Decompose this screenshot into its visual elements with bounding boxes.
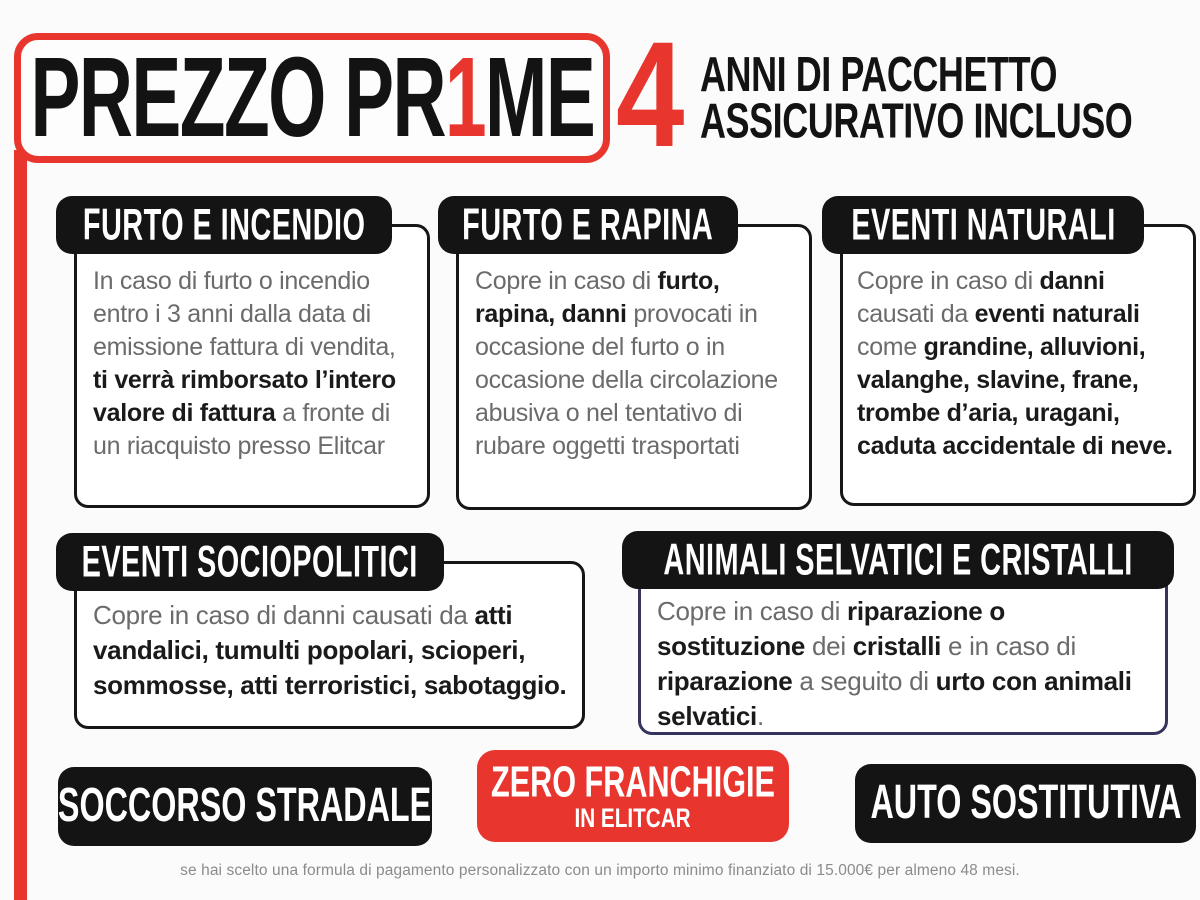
card-title-badge: [822, 196, 1144, 254]
card-title: ANIMALI SELVATICI E CRISTALLI: [663, 534, 1133, 585]
header-subtitle: [700, 48, 1133, 149]
card-text: Copre in caso di danni causati da eventi naturali come grandine, alluvioni, valanghe, slavine, frane, trombe d’aria, uragani, caduta accidentale di neve.: [857, 267, 1173, 460]
card-body: [840, 224, 1196, 506]
card-body: [456, 224, 812, 510]
card-text: In caso di furto o incendio entro i 3 anni dalla data di emissione fattura di vendita, ti verrà rimborsato l’intero valore di fattura a fronte di un riacquisto presso Elitcar: [93, 267, 396, 460]
card-title-badge: [56, 533, 444, 591]
page-title: PREZZO PR1ME: [30, 34, 594, 161]
title-highlight-digit: 1: [444, 34, 485, 161]
card-furto-e-rapina: [438, 196, 812, 510]
pill-label: AUTO SOSTITUTIVA: [869, 775, 1182, 830]
pill-auto-sostitutiva: [855, 764, 1196, 843]
card-title: FURTO E INCENDIO: [82, 199, 366, 250]
pill-label: SOCCORSO STRADALE: [58, 778, 432, 833]
card-title-badge: [622, 531, 1174, 589]
title-plate: [14, 33, 610, 163]
red-accent-line: [14, 150, 27, 900]
pill-label: ZERO FRANCHIGIE: [491, 755, 775, 806]
pill-soccorso-stradale: [58, 767, 432, 846]
card-title: EVENTI SOCIOPOLITICI: [81, 536, 419, 587]
card-text: Copre in caso di danni causati da atti vandalici, tumulti popolari, scioperi, sommosse, atti terroristici, sabotaggio.: [93, 600, 567, 700]
card-furto-e-incendio: [56, 196, 430, 508]
card-title-badge: [56, 196, 392, 254]
subtitle-line-2: ASSICURATIVO INCLUSO: [700, 94, 1133, 149]
card-title-badge: [438, 196, 738, 254]
footer-note: se hai scelto una formula di pagamento personalizzato con un importo minimo finanziato di 15.000€ per almeno 48 mesi.: [180, 862, 1020, 879]
card-animali-selvatici-e-cristalli: [622, 531, 1174, 735]
pill-sublabel: IN ELITCAR: [574, 802, 692, 833]
card-text: Copre in caso di riparazione o sostituzione dei cristalli e in caso di riparazione a seguito di urto con animali selvatici.: [657, 596, 1132, 731]
card-eventi-naturali: [822, 196, 1196, 506]
card-text: Copre in caso di furto, rapina, danni provocati in occasione del furto o in occasione della circolazione abusiva o nel tentativo di rubare oggetti trasportati: [475, 267, 778, 460]
pill-zero-franchigie: [477, 750, 789, 842]
card-title: EVENTI NATURALI: [850, 199, 1116, 250]
card-eventi-sociopolitici: [56, 533, 585, 729]
years-number: 4: [616, 10, 685, 178]
card-title: FURTO E RAPINA: [462, 199, 714, 250]
card-body: [74, 224, 430, 508]
subtitle-line-1: ANNI DI PACCHETTO: [700, 48, 1058, 103]
